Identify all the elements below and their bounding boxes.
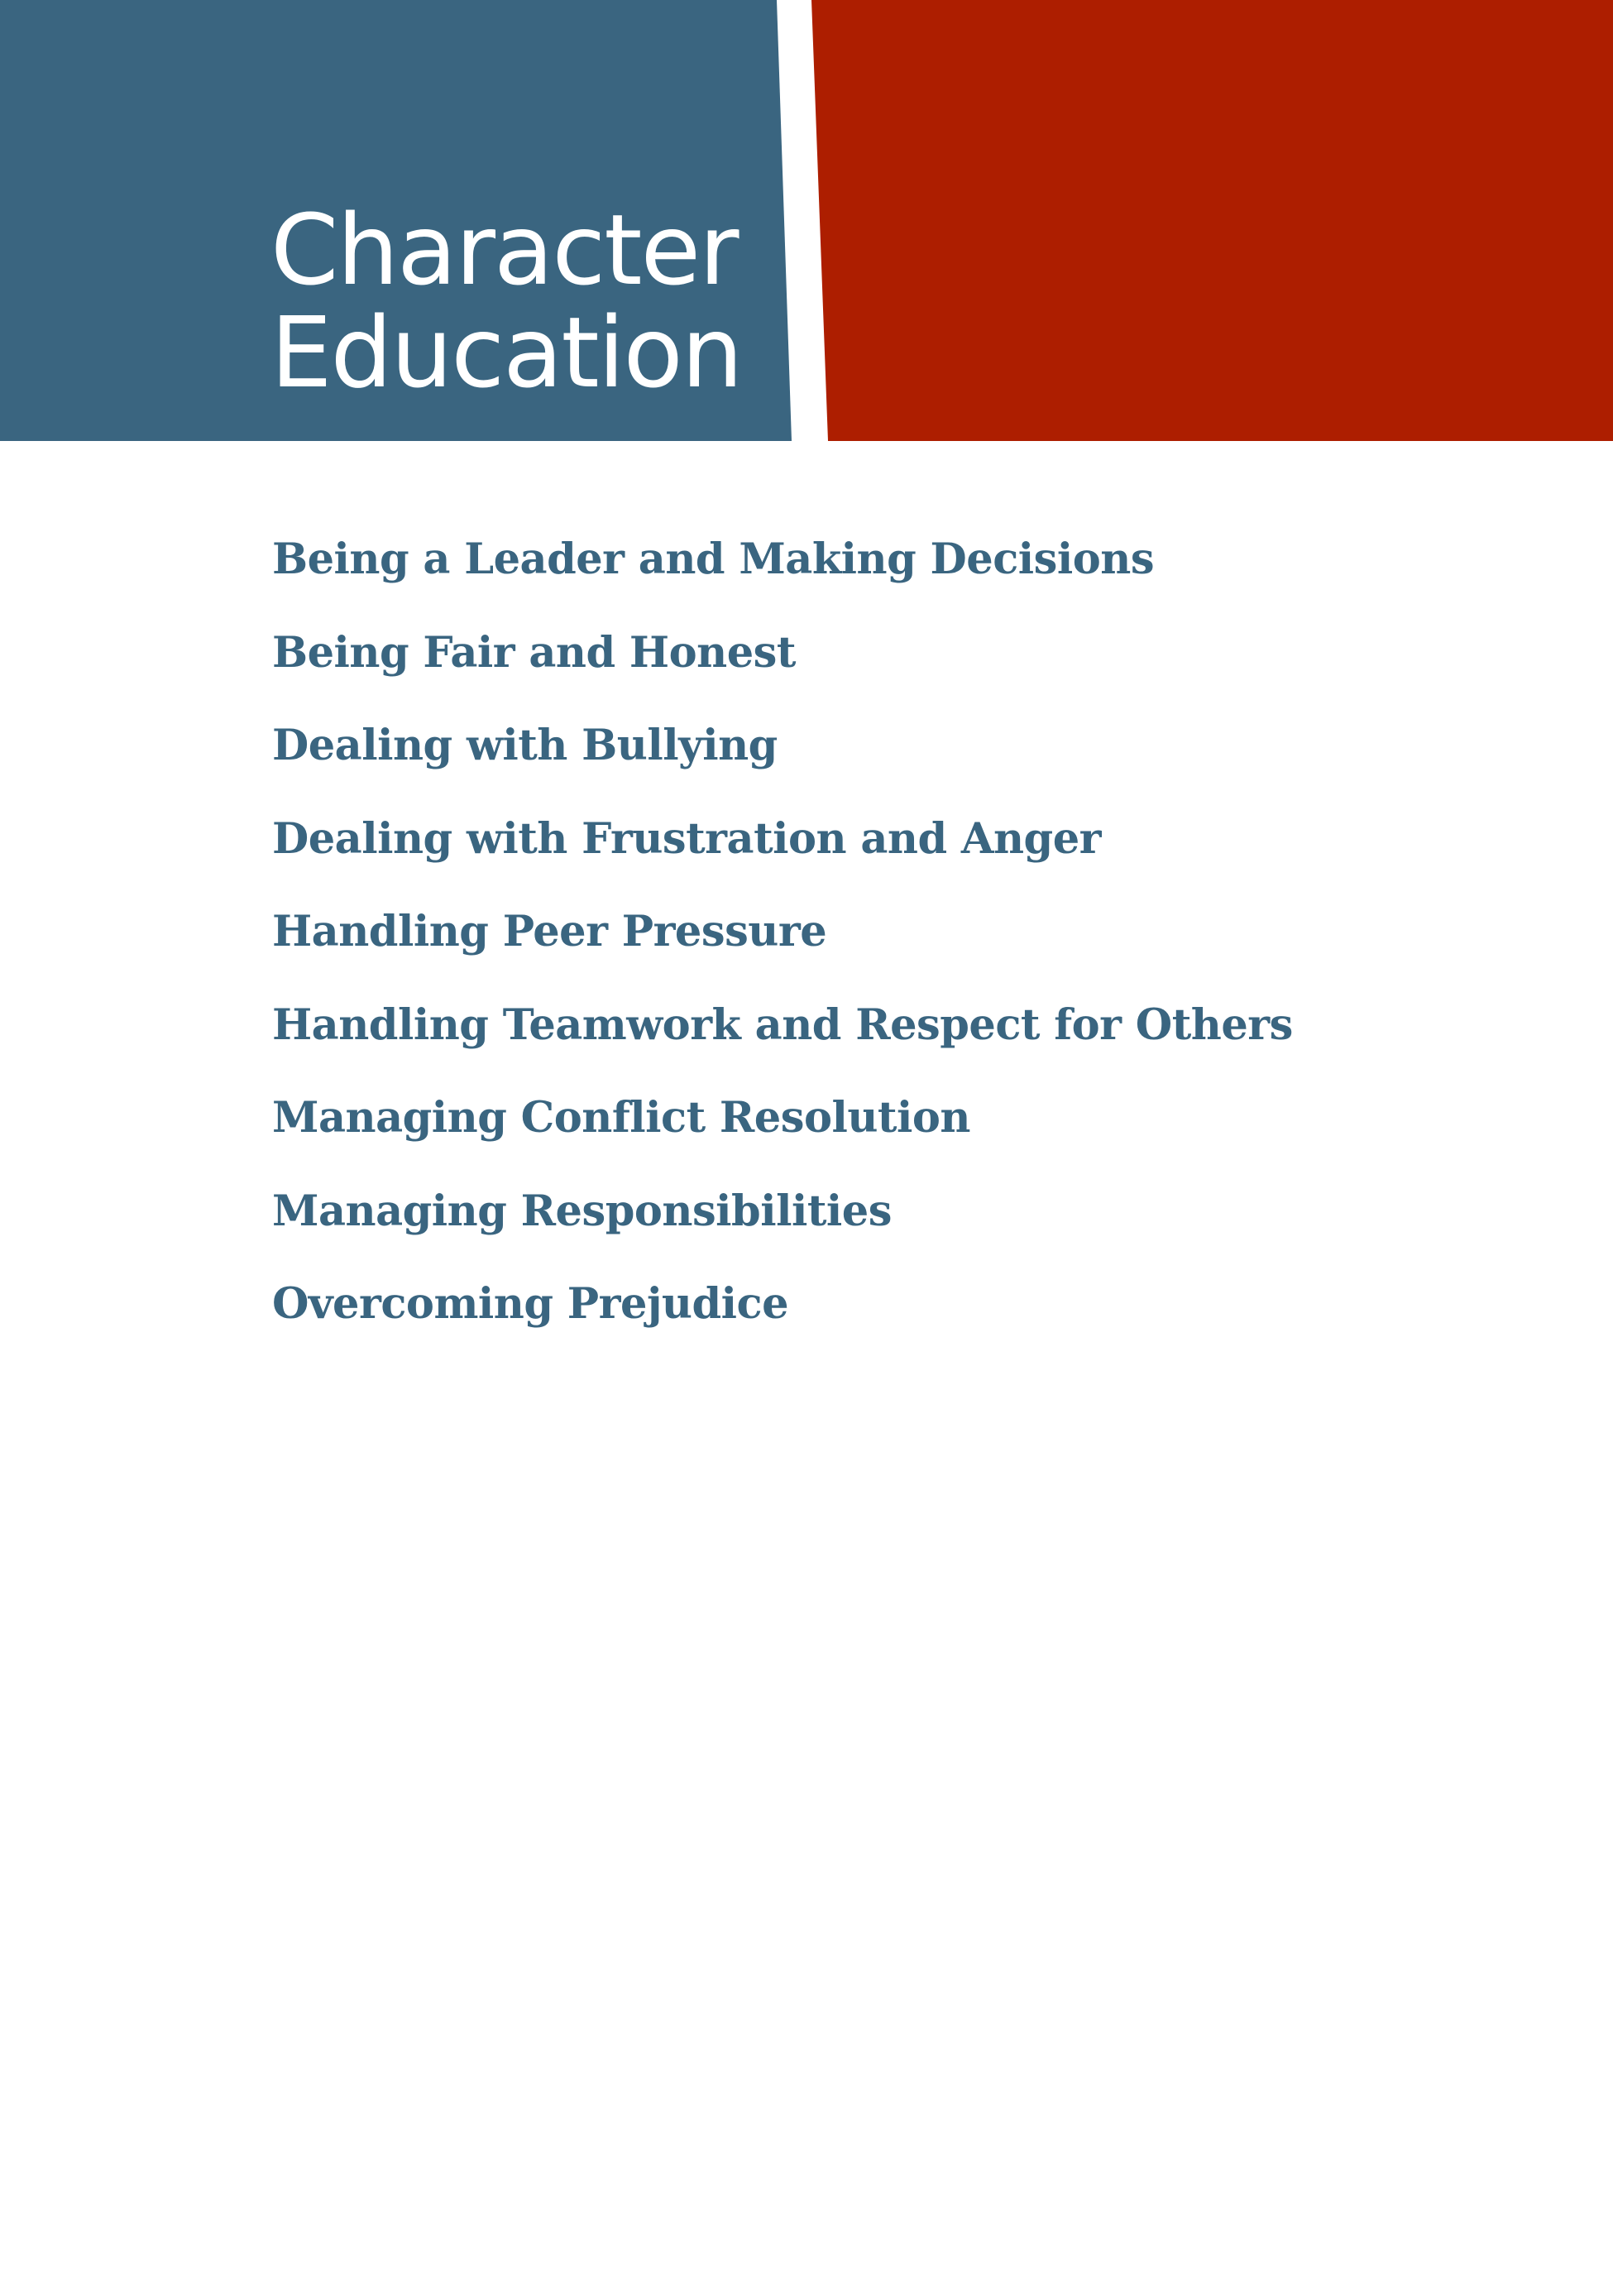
header-banner	[0, 0, 1613, 441]
topic-item: Managing Responsibilities	[272, 1186, 892, 1236]
topic-list	[272, 513, 1293, 1351]
topic-item: Dealing with Frustration and Anger	[272, 813, 1102, 864]
topic-item: Being a Leader and Making Decisions	[272, 534, 1155, 584]
topic-item: Dealing with Bullying	[272, 721, 778, 770]
red-panel	[811, 0, 1613, 441]
topic-item: Handling Peer Pressure	[272, 907, 827, 956]
title-line-1: Character	[270, 193, 738, 307]
title-line-2: Education	[270, 295, 742, 410]
topic-item: Handling Teamwork and Respect for Others	[272, 999, 1293, 1050]
header-panels	[0, 0, 1613, 441]
topic-item: Overcoming Prejudice	[272, 1279, 789, 1329]
topic-item: Being Fair and Honest	[272, 627, 796, 678]
page-title	[270, 193, 742, 410]
topic-item: Managing Conflict Resolution	[272, 1093, 970, 1143]
